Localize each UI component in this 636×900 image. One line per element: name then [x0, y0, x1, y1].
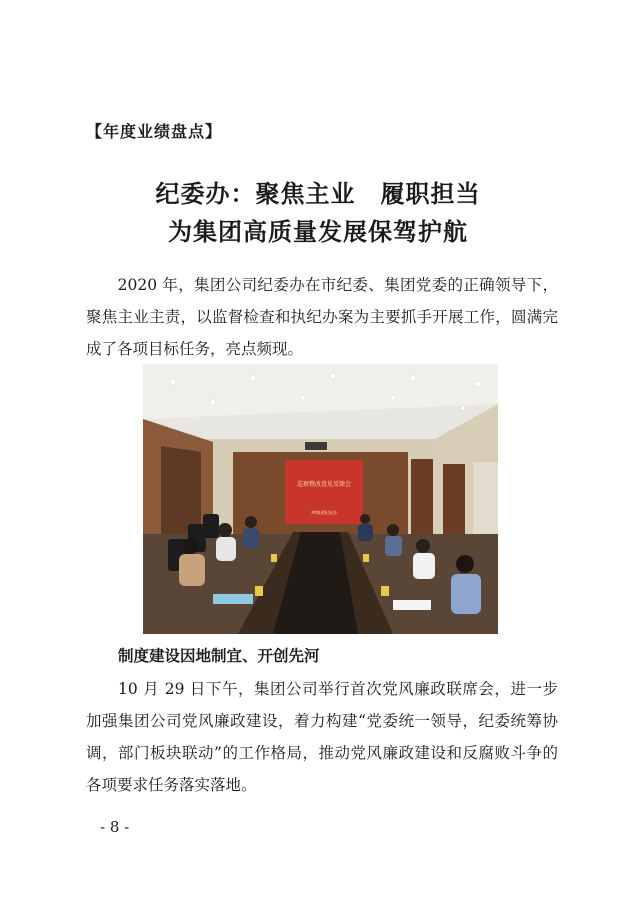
screen-subtitle-text: XX集团纪检办	[311, 510, 337, 515]
meeting-photo	[143, 364, 498, 634]
page-number: - 8 -	[100, 818, 130, 836]
screen-title-text: 巡察整改意见反馈会	[296, 481, 352, 488]
title-line-2: 为集团高质量发展保驾护航	[168, 218, 468, 246]
body-paragraph: 10 月 29 日下午，集团公司举行首次党风廉政联席会，进一步加强集团公司党风廉政建设，着力构建“党委统一领导，纪委统筹协调，部门板块联动”的工作格局，推动党风廉政建设和反腐败斗争的各项要求任务落实落地。	[86, 680, 558, 794]
section-tag: 【年度业绩盘点】	[86, 122, 223, 141]
title-line-1: 纪委办：聚焦主业 履职担当	[155, 180, 481, 208]
subheading: 制度建设因地制宜、开创先河	[118, 647, 320, 665]
intro-paragraph: 2020 年，集团公司纪委办在市纪委、集团党委的正确领导下，聚焦主业主责，以监督检查和执纪办案为主要抓手开展工作，圆满完成了各项目标任务，亮点频现。	[86, 276, 558, 358]
